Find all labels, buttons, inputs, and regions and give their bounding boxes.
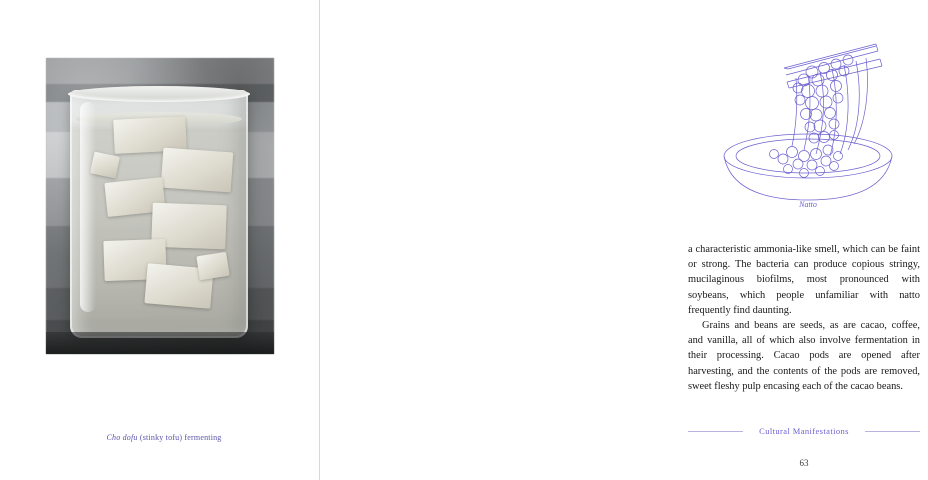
body-text-block: [688, 242, 920, 394]
tofu-cube: [161, 148, 234, 193]
paragraph-2: Grains and beans are seeds, as are cacao, coffee, and vanilla, all of which also involve fermentation in their processing. Cacao pods are opened after harvesting, and the contents of the pods are removed, sweet fleshy pulp encasing each of the cacao beans.: [688, 320, 920, 392]
left-page-caption: [46, 433, 282, 442]
caption-italic-term: Cho dofu: [106, 433, 138, 442]
illustration-caption: Natto: [799, 200, 817, 209]
caption-rest: (stinky tofu) fermenting: [137, 433, 222, 442]
running-head: Cultural Manifestations: [759, 426, 849, 436]
page-number: 63: [799, 458, 809, 468]
glass-rim: [68, 86, 250, 102]
left-page: [0, 0, 320, 480]
natto-chopsticks-bowl-illustration: [688, 28, 928, 204]
right-page: [320, 0, 920, 480]
glass-highlight: [80, 102, 96, 312]
cho-dofu-fermenting-photo: [46, 58, 274, 354]
rule-right: [865, 431, 920, 432]
table-surface: [46, 332, 274, 354]
rule-left: [688, 431, 743, 432]
tofu-cube: [196, 252, 229, 280]
running-head-rules: [688, 426, 920, 436]
paragraph-1: a characteristic ammonia-like smell, which can be faint or strong. The bacteria can produce copious stringy, mucilaginous biofilms, most pronounced with soybeans, which people unfamiliar with natto frequently find daunting.: [688, 244, 920, 316]
